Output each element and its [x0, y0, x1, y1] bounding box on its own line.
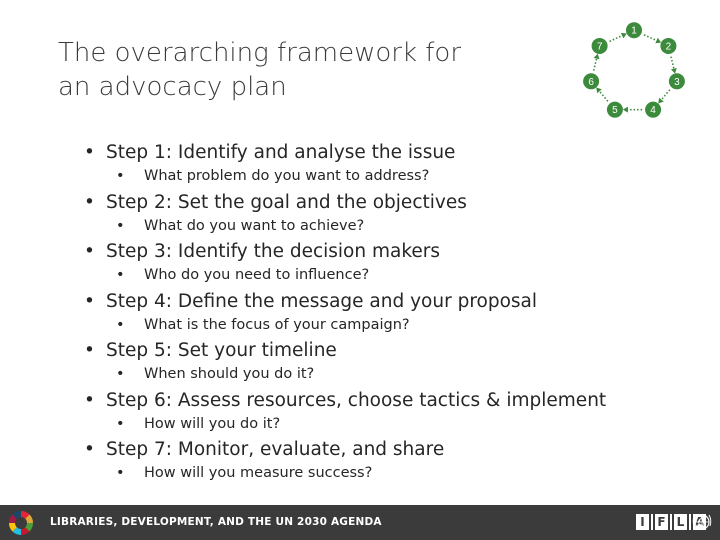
footer-text: LIBRARIES, DEVELOPMENT, AND THE UN 2030 AGENDA [50, 516, 382, 528]
cycle-node-label: 2 [665, 41, 672, 53]
cycle-arrow [594, 57, 597, 71]
step-item-5 [84, 337, 684, 387]
bullet: • [116, 316, 125, 333]
step-question: When should you do it? [144, 366, 315, 382]
bullet: • [84, 241, 95, 262]
bullet: • [116, 415, 125, 432]
step-item-1 [84, 139, 684, 189]
ifla-letter: I [636, 514, 649, 530]
cycle-node-label: 7 [596, 41, 603, 53]
footer-bar [0, 505, 720, 540]
cycle-node-label: 4 [650, 105, 656, 117]
ifla-letter: A [694, 515, 705, 529]
bullet: • [84, 389, 95, 411]
bullet: • [116, 168, 125, 184]
bullet: • [84, 439, 95, 460]
step-label: Step 4: Define the message and your proposal [106, 290, 538, 312]
cycle-node-label: 3 [674, 76, 680, 88]
step-label: Step 7: Monitor, evaluate, and share [106, 439, 445, 460]
step-label: Step 6: Assess resources, choose tactics & implement [106, 389, 607, 411]
cycle-node-label: 5 [612, 105, 618, 117]
cycle-arrow [644, 35, 658, 42]
step-question: What problem do you want to address? [144, 168, 430, 184]
step-item-6 [84, 387, 684, 437]
bullet: • [84, 191, 95, 213]
cycle-arrow [671, 57, 674, 71]
slide-title [58, 36, 488, 104]
cycle-nodes [583, 22, 685, 117]
step-label: Step 1: Identify and analyse the issue [106, 142, 456, 163]
cycle-node-label: 1 [631, 25, 637, 37]
sdg-wheel-icon [8, 510, 34, 536]
step-label: Step 5: Set your timeline [106, 340, 337, 361]
step-item-7 [84, 436, 684, 486]
bullet: • [84, 290, 95, 312]
steps-list [84, 139, 684, 486]
step-question: What do you want to achieve? [144, 217, 365, 234]
step-label: Step 2: Set the goal and the objectives [106, 191, 467, 213]
cycle-arrow [610, 35, 624, 42]
ifla-letter: F [655, 514, 668, 530]
cycle-node-label: 6 [588, 76, 594, 88]
ifla-letter: L [674, 514, 687, 530]
step-item-2 [84, 189, 684, 239]
bullet: • [116, 217, 125, 234]
slide-title-line-1: The overarching framework for [58, 38, 462, 68]
bullet: • [84, 340, 95, 361]
step-question: How will you do it? [144, 415, 281, 432]
cycle-arrowhead [621, 33, 627, 38]
cycle-arrowhead [671, 68, 677, 74]
step-label: Step 3: Identify the decision makers [106, 241, 441, 262]
step-question: Who do you need to influence? [144, 267, 370, 283]
un-emblem-icon [691, 511, 713, 533]
bullet: • [116, 366, 125, 382]
bullet: • [116, 267, 125, 283]
advocacy-cycle-diagram [574, 22, 694, 132]
step-item-4 [84, 288, 684, 338]
cycle-arrow [598, 90, 608, 102]
step-question: What is the focus of your campaign? [144, 316, 410, 333]
cycle-arrowhead [655, 38, 661, 43]
cycle-arrowhead [623, 107, 628, 113]
step-item-3 [84, 238, 684, 288]
slide-title-line-2: an advocacy plan [58, 72, 287, 102]
cycle-arrow [660, 90, 670, 102]
bullet: • [84, 142, 95, 163]
step-question: How will you measure success? [144, 465, 373, 481]
cycle-arrowhead [594, 54, 600, 60]
bullet: • [116, 465, 125, 481]
